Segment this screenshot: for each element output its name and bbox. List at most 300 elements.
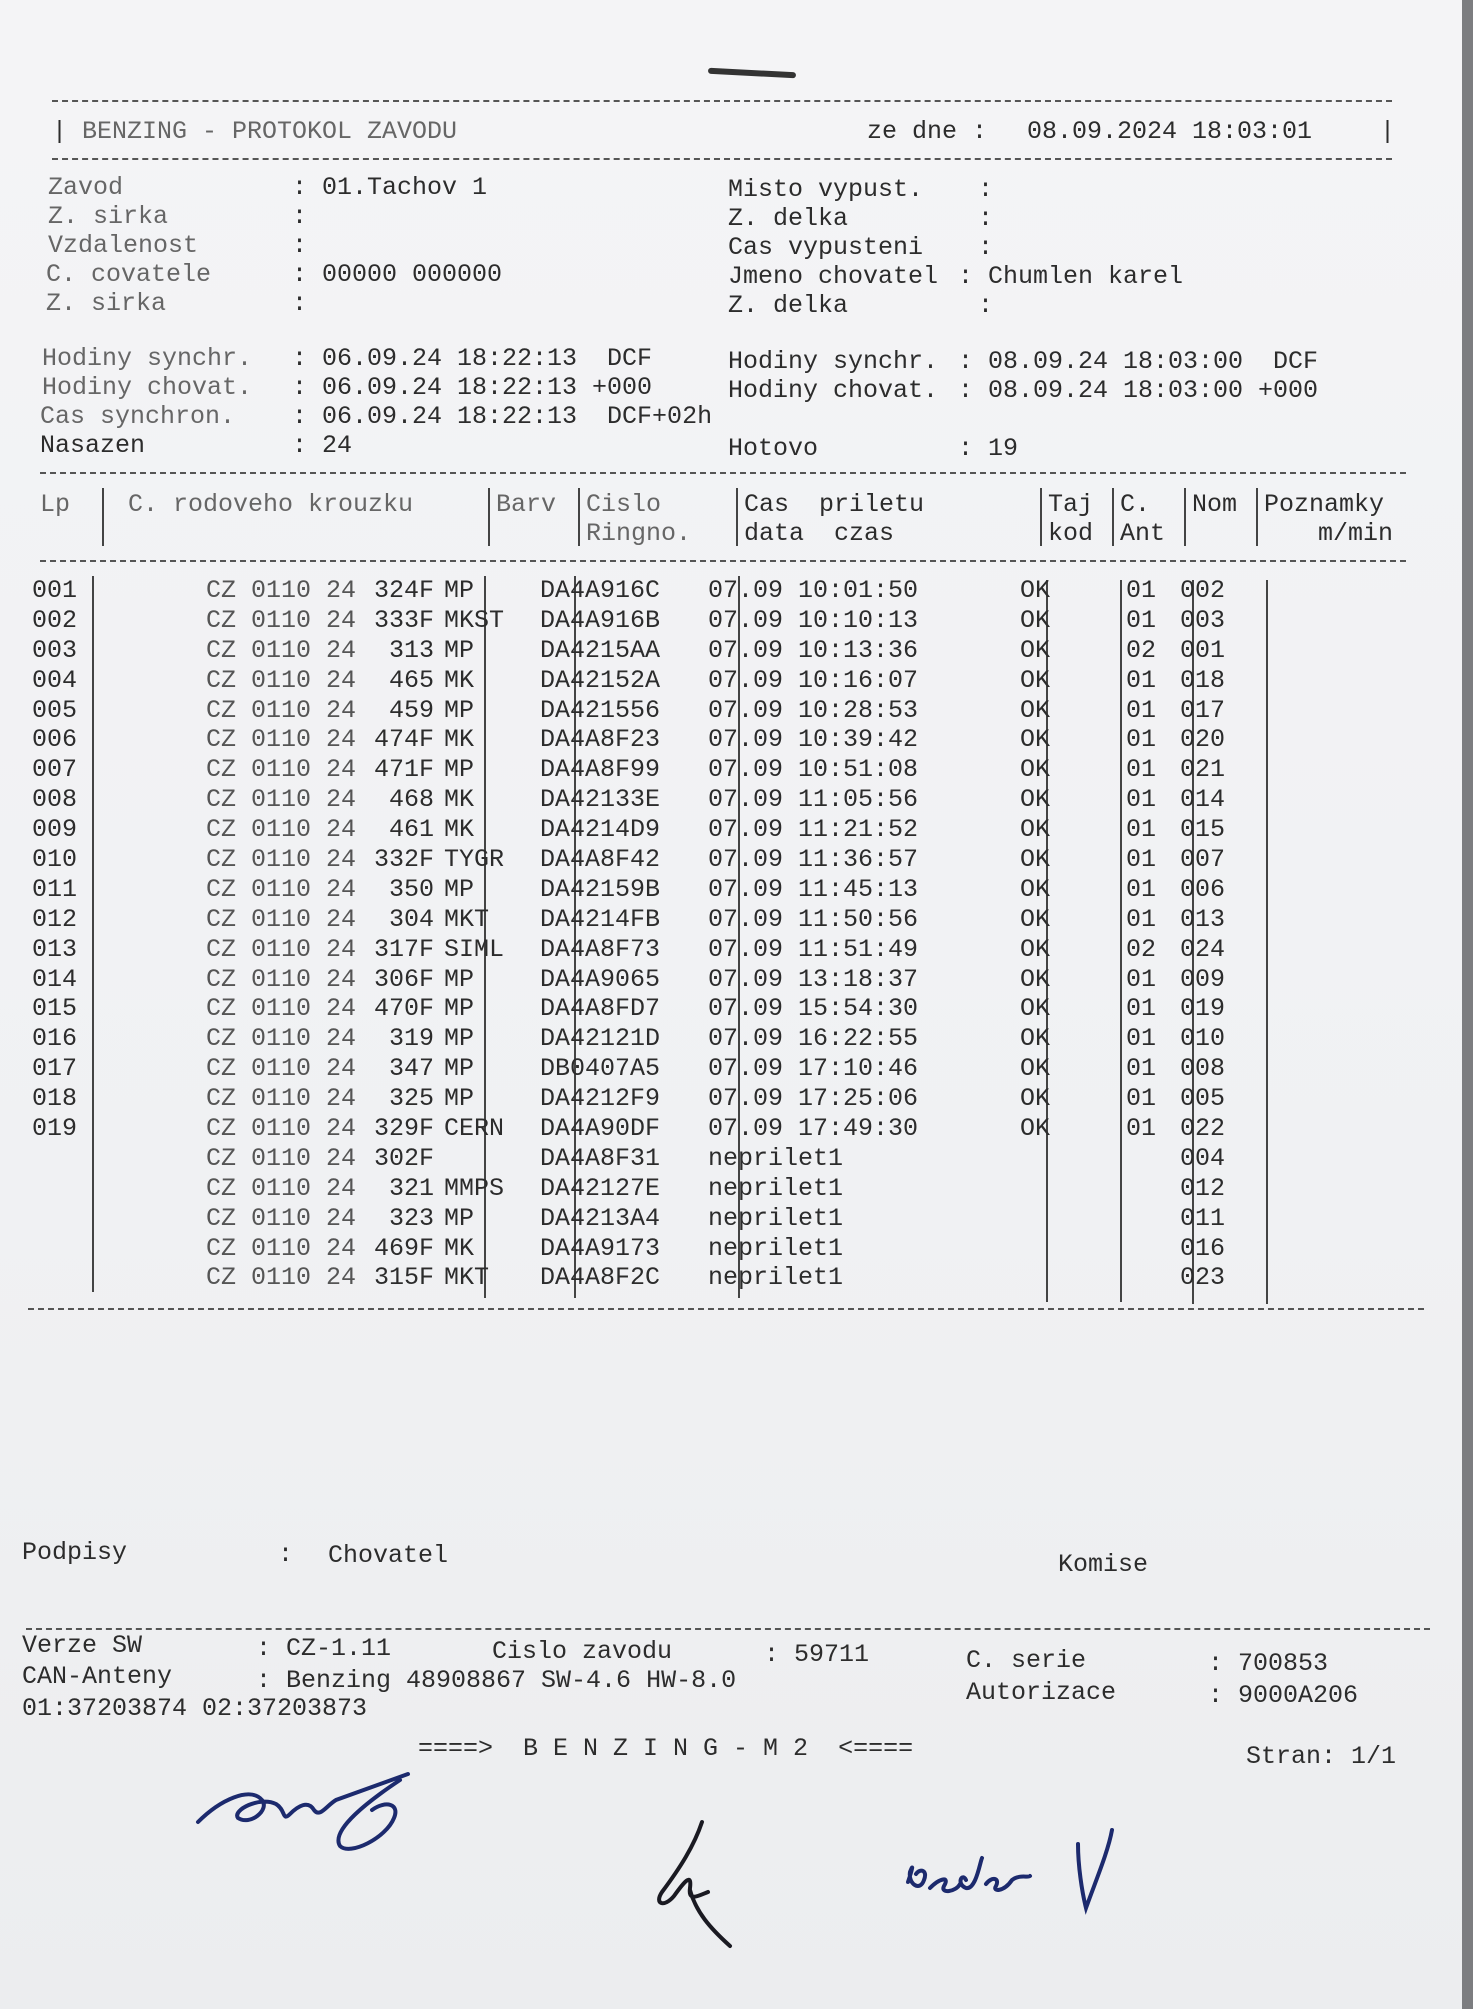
row-chip: DA4A916C [540,576,661,605]
row-ring-prefix: CZ 0110 24 [206,1263,357,1293]
info-value: : [292,231,308,260]
row-lp: 001 [32,576,78,605]
row-chip: DA42152A [540,665,661,695]
table-bottom-rule [28,1308,1424,1310]
page-counter: Stran: 1/1 [1246,1742,1397,1771]
row-lp: 002 [32,605,78,635]
header-col-divider [1256,488,1258,546]
row-color: MK [444,665,475,695]
row-secret-code: OK [1020,815,1051,845]
info-value: : [978,175,994,204]
row-antenna: 01 [1125,1024,1156,1054]
row-chip: DA4A8F73 [540,934,661,964]
row-lp [32,1174,94,1204]
row-lp: 012 [32,904,78,934]
row-ring-prefix: CZ 0110 24 [206,665,357,695]
sync-value: : 08.09.24 18:03:00 DCF [958,347,1319,376]
row-arrival-time: 07.09 10:51:08 [708,755,919,785]
signatures-label: Podpisy [22,1538,128,1567]
col-barv: Barv [496,490,557,519]
row-arrival-time: neprilet1 [708,1173,844,1203]
row-ring [94,1234,434,1264]
sync-value: : 06.09.24 18:22:13 +000 [292,373,653,402]
row-secret-code: OK [1020,904,1051,934]
info-label: Cas vypusteni [728,233,924,262]
row-nom: 005 [1180,1084,1226,1114]
row-chip: DA4A916B [540,605,661,635]
row-secret-code [1008,1263,1090,1293]
row-ring-prefix: CZ 0110 24 [206,755,357,785]
row-lp: 008 [32,785,78,815]
row-ring [94,965,434,995]
row-nom: 001 [1180,635,1226,665]
row-ring [94,935,434,965]
row-color: MK [444,785,475,815]
info-value: : [978,233,994,262]
row-nom: 022 [1180,1114,1226,1144]
row-lp [32,1234,94,1264]
report-date: 08.09.2024 18:03:01 [1027,117,1313,146]
table-row [32,1054,1240,1084]
row-ring-number: 461 [388,815,434,845]
header-left-bar: | [52,117,68,146]
row-ring-number: 465 [388,665,434,695]
serial-number: : 700853 [1208,1649,1329,1678]
software-version-label: Verze SW [22,1631,143,1660]
commission-signature-label: Komise [1058,1550,1149,1579]
header-col-divider [488,488,490,546]
row-arrival-time: 07.09 16:22:55 [708,1024,919,1054]
row-antenna [1090,1263,1170,1293]
row-antenna: 01 [1125,1114,1156,1144]
row-lp: 011 [32,874,78,904]
row-chip: DA4A8F99 [540,755,661,785]
row-arrival-time: 07.09 11:50:56 [708,904,919,934]
row-secret-code: OK [1020,1084,1051,1114]
row-antenna: 01 [1125,605,1156,635]
row-secret-code: OK [1020,785,1051,815]
row-ring-number: 317F [373,934,434,964]
row-lp: 014 [32,964,78,994]
col-chip-2: Ringno. [586,519,692,548]
info-label: C. covatele [46,260,212,289]
row-secret-code: OK [1020,665,1051,695]
row-nom: 021 [1180,755,1226,785]
sync-value: : 19 [958,434,1019,463]
table-row [32,1144,1240,1174]
row-ring-prefix: CZ 0110 24 [206,815,357,845]
col-lp: Lp [40,490,71,519]
row-ring-prefix: CZ 0110 24 [206,725,357,755]
row-ring-prefix: CZ 0110 24 [206,605,357,635]
table-row [32,905,1240,935]
row-ring [94,755,434,785]
row-chip: DB0407A5 [540,1054,661,1084]
row-color: MP [444,635,475,665]
row-ring-prefix: CZ 0110 24 [206,904,357,934]
info-value: : [978,291,994,320]
row-color: MK [444,725,475,755]
row-lp [32,1144,94,1174]
row-secret-code [1008,1174,1090,1204]
row-ring-number: 306F [373,964,434,994]
row-secret-code: OK [1020,874,1051,904]
row-antenna: 01 [1125,785,1156,815]
row-antenna [1090,1174,1170,1204]
row-nom: 023 [1180,1263,1226,1293]
row-chip: DA4214D9 [540,815,661,845]
top-dashed-rule [52,100,1392,102]
row-arrival-time: neprilet1 [708,1203,844,1233]
row-secret-code: OK [1020,695,1051,725]
row-lp: 005 [32,695,78,725]
table-row [32,1234,1240,1264]
signatures-sep: : [278,1540,294,1569]
report-date-label: ze dne : [867,117,988,146]
col-ant-2: Ant [1120,519,1166,548]
row-nom: 003 [1180,605,1226,635]
row-antenna: 01 [1125,755,1156,785]
row-nom: 017 [1180,695,1226,725]
report-title: BENZING - PROTOKOL ZAVODU [82,117,458,146]
row-color: MP [444,755,475,785]
row-ring-prefix: CZ 0110 24 [206,874,357,904]
row-ring [94,576,434,606]
row-color: MP [444,1054,475,1084]
row-antenna: 01 [1125,1084,1156,1114]
row-ring-number: 324F [373,576,434,605]
row-arrival-time: neprilet1 [708,1263,844,1293]
row-nom: 006 [1180,874,1226,904]
row-ring [94,1263,434,1293]
row-ring-number: 468 [388,785,434,815]
info-label: Misto vypust. [728,175,924,204]
row-arrival-time: 07.09 10:13:36 [708,635,919,665]
race-number-label: Cislo zavodu [492,1637,673,1666]
table-row [32,755,1240,785]
row-nom: 013 [1180,904,1226,934]
second-commission-signature [900,1822,1130,1932]
row-ring-prefix: CZ 0110 24 [206,1143,357,1173]
info-label: Jmeno chovatel [728,262,939,291]
row-secret-code: OK [1020,605,1051,635]
row-ring-prefix: CZ 0110 24 [206,1173,357,1203]
info-value: : Chumlen karel [958,262,1184,291]
column-header-bottom-rule [40,560,1406,562]
info-label: Zavod [48,173,124,202]
row-antenna [1090,1204,1170,1234]
row-arrival-time: 07.09 11:45:13 [708,874,919,904]
serial-label: C. serie [966,1646,1087,1675]
row-lp: 007 [32,755,78,785]
table-row [32,1204,1240,1234]
info-label: Z. delka [728,204,849,233]
row-ring-prefix: CZ 0110 24 [206,1054,357,1084]
row-secret-code [1008,1204,1090,1234]
antennas-device: : Benzing 48908867 SW-4.6 HW-8.0 [256,1666,737,1695]
header-right-bar: | [1380,117,1396,146]
info-value: : [292,202,308,231]
row-ring [94,1024,434,1054]
row-ring [94,1204,434,1234]
row-arrival-time: 07.09 11:05:56 [708,785,919,815]
info-value: : 01.Tachov 1 [292,173,488,202]
header-col-divider [1184,488,1186,546]
table-row [32,845,1240,875]
row-ring-prefix: CZ 0110 24 [206,1233,357,1263]
row-nom: 019 [1180,994,1226,1024]
row-color: SIML [444,934,505,964]
row-nom: 015 [1180,815,1226,845]
row-color: MKT [444,904,490,934]
breeder-signature [190,1760,430,1860]
footer-dashed-rule [26,1628,1430,1630]
row-color: MP [444,576,475,605]
sync-label: Hodiny synchr. [42,344,253,373]
row-chip: DA4212F9 [540,1084,661,1114]
table-row [32,606,1240,636]
row-arrival-time: 07.09 11:51:49 [708,934,919,964]
row-lp: 006 [32,725,78,755]
row-chip: DA42127E [540,1173,661,1203]
info-value: : [292,289,308,318]
row-secret-code: OK [1020,576,1051,605]
row-secret-code: OK [1020,934,1051,964]
row-color: MP [444,1203,475,1233]
sync-label: Cas synchron. [40,402,236,431]
row-secret-code: OK [1020,635,1051,665]
row-ring [94,905,434,935]
row-color: MP [444,994,475,1024]
row-secret-code: OK [1020,1054,1051,1084]
row-ring-number: 315F [373,1263,434,1293]
row-ring-number: 323 [388,1203,434,1233]
staple [708,68,796,79]
column-divider [1266,580,1268,1304]
row-ring-prefix: CZ 0110 24 [206,635,357,665]
row-color: MP [444,874,475,904]
row-color: TYGR [444,845,505,875]
row-arrival-time: 07.09 10:39:42 [708,725,919,755]
row-ring-prefix: CZ 0110 24 [206,964,357,994]
row-ring-number: 329F [373,1114,434,1144]
row-antenna: 02 [1125,635,1156,665]
row-ring [94,785,434,815]
row-lp: 016 [32,1024,78,1054]
row-ring-prefix: CZ 0110 24 [206,934,357,964]
row-secret-code [1008,1234,1090,1264]
row-lp [32,1204,94,1234]
row-lp: 019 [32,1114,78,1144]
table-row [32,1174,1240,1204]
commission-signature [640,1816,750,1956]
row-ring [94,1144,434,1174]
row-ring [94,725,434,755]
row-ring-number: 474F [373,725,434,755]
sync-label: Hodiny chovat. [728,376,939,405]
row-antenna: 01 [1125,576,1156,605]
antenna-ids: 01:37203874 02:37203873 [22,1694,368,1723]
row-ring-prefix: CZ 0110 24 [206,785,357,815]
row-secret-code: OK [1020,1024,1051,1054]
row-ring-prefix: CZ 0110 24 [206,845,357,875]
sync-value: : 06.09.24 18:22:13 DCF+02h [292,402,713,431]
table-row [32,1114,1240,1144]
row-ring [94,875,434,905]
row-ring [94,1054,434,1084]
row-antenna: 01 [1125,994,1156,1024]
row-lp: 009 [32,815,78,845]
table-row [32,994,1240,1024]
row-secret-code: OK [1020,755,1051,785]
table-row [32,875,1240,905]
row-arrival-time: 07.09 11:36:57 [708,845,919,875]
sync-label: Hotovo [728,434,819,463]
row-ring-prefix: CZ 0110 24 [206,994,357,1024]
row-lp: 013 [32,934,78,964]
row-ring-prefix: CZ 0110 24 [206,695,357,725]
row-nom: 024 [1180,934,1226,964]
sync-label: Hodiny chovat. [42,373,253,402]
row-arrival-time: 07.09 15:54:30 [708,994,919,1024]
row-chip: DA4A8F42 [540,845,661,875]
row-antenna: 01 [1125,725,1156,755]
row-ring-number: 302F [373,1143,434,1173]
row-chip: DA4A8F23 [540,725,661,755]
row-nom: 018 [1180,665,1226,695]
row-ring-number: 347 [388,1054,434,1084]
row-ring-number: 469F [373,1233,434,1263]
col-time-1: Cas priletu [744,490,925,519]
row-color: MK [444,1233,475,1263]
header-col-divider [102,488,104,546]
row-antenna: 01 [1125,874,1156,904]
col-notes-1: Poznamky [1264,490,1385,519]
row-nom: 014 [1180,785,1226,815]
col-nom: Nom [1192,490,1238,519]
row-antenna: 01 [1125,904,1156,934]
table-row [32,1263,1240,1293]
table-row [32,965,1240,995]
row-nom: 004 [1180,1143,1226,1173]
row-nom: 009 [1180,964,1226,994]
row-color: MMPS [444,1173,505,1203]
row-chip: DA421556 [540,695,661,725]
row-ring-prefix: CZ 0110 24 [206,1084,357,1114]
row-ring-number: 325 [388,1084,434,1114]
row-chip: DA42133E [540,785,661,815]
row-chip: DA4A9173 [540,1233,661,1263]
row-lp: 003 [32,635,78,665]
row-arrival-time: 07.09 17:49:30 [708,1114,919,1144]
info-value: : 00000 000000 [292,260,503,289]
row-ring-prefix: CZ 0110 24 [206,1114,357,1144]
row-secret-code: OK [1020,964,1051,994]
row-secret-code: OK [1020,845,1051,875]
header-col-divider [736,488,738,546]
table-row [32,785,1240,815]
row-nom: 010 [1180,1024,1226,1054]
table-row [32,666,1240,696]
row-lp: 017 [32,1054,78,1084]
table-row [32,815,1240,845]
col-ant-1: C. [1120,490,1151,519]
row-antenna [1090,1144,1170,1174]
sync-label: Nasazen [40,431,146,460]
row-chip: DA42159B [540,874,661,904]
row-lp: 010 [32,845,78,875]
row-antenna: 01 [1125,695,1156,725]
row-color: MP [444,1084,475,1114]
info-label: Z. sirka [48,202,169,231]
col-taj-2: kod [1048,519,1094,548]
row-nom: 016 [1180,1233,1226,1263]
row-lp: 015 [32,994,78,1024]
row-antenna: 01 [1125,964,1156,994]
row-chip: DA4A8F31 [540,1143,661,1173]
row-color [434,1144,532,1174]
table-row [32,725,1240,755]
row-antenna: 01 [1125,1054,1156,1084]
info-label: Z. delka [728,291,849,320]
row-arrival-time: neprilet1 [708,1233,844,1263]
header-col-divider [1112,488,1114,546]
row-color: MP [444,1024,475,1054]
row-ring-number: 470F [373,994,434,1024]
row-ring [94,1114,434,1144]
row-chip: DA4A8F2C [540,1263,661,1293]
table-row [32,1024,1240,1054]
table-row [32,696,1240,726]
row-secret-code: OK [1020,1114,1051,1144]
software-version: : CZ-1.11 [256,1634,392,1663]
row-nom: 012 [1180,1173,1226,1203]
row-chip: DA4213A4 [540,1203,661,1233]
row-ring [94,1084,434,1114]
device-banner: ====> B E N Z I N G - M 2 <==== [418,1734,914,1763]
info-label: Vzdalenost [48,231,199,260]
row-nom: 020 [1180,725,1226,755]
antennas-label: CAN-Anteny [22,1662,173,1691]
col-notes-2: m/min [1318,519,1394,548]
row-nom: 011 [1180,1203,1226,1233]
row-ring [94,845,434,875]
row-chip: DA4A8FD7 [540,994,661,1024]
info-value: : [978,204,994,233]
row-arrival-time: 07.09 17:25:06 [708,1084,919,1114]
row-antenna: 01 [1125,815,1156,845]
col-time-2: data czas [744,519,895,548]
header-dashed-rule [52,158,1392,160]
row-ring-number: 321 [388,1173,434,1203]
table-row [32,1084,1240,1114]
row-chip: DA42121D [540,1024,661,1054]
row-color: MKT [444,1263,490,1293]
table-row [32,576,1240,606]
row-secret-code [1008,1144,1090,1174]
row-color: MK [444,815,475,845]
row-ring-number: 471F [373,755,434,785]
row-arrival-time: 07.09 10:28:53 [708,695,919,725]
row-ring [94,606,434,636]
row-ring-number: 319 [388,1024,434,1054]
col-ring: C. rodoveho krouzku [128,490,414,519]
row-ring-prefix: CZ 0110 24 [206,1203,357,1233]
row-chip: DA4215AA [540,635,661,665]
row-ring [94,696,434,726]
row-arrival-time: 07.09 17:10:46 [708,1054,919,1084]
row-arrival-time: 07.09 10:01:50 [708,576,919,605]
